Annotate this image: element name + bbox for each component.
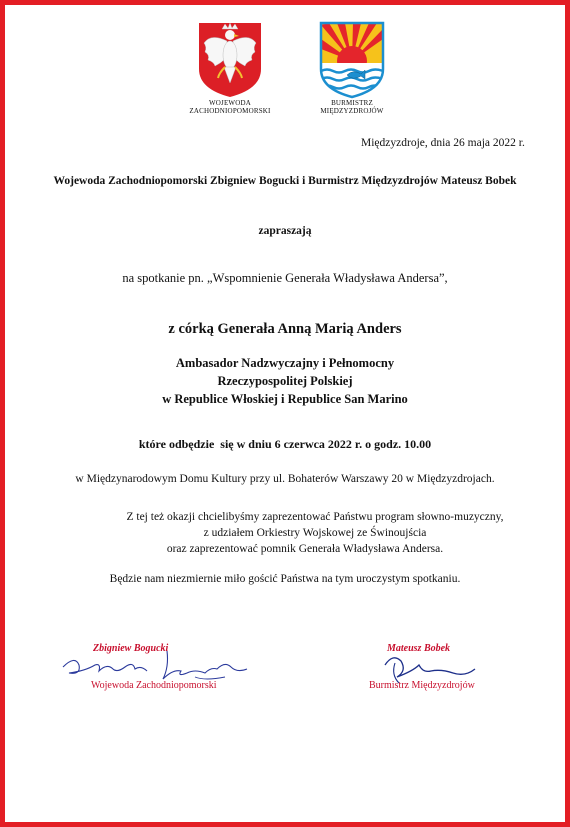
title-line-3: w Republice Włoskiej i Republice San Marino	[162, 392, 408, 406]
hosts-line: Wojewoda Zachodniopomorski Zbigniew Bogucki i Burmistrz Międzyzdrojów Mateusz Bobek	[53, 175, 517, 187]
right-signatory-name: Mateusz Bobek	[387, 643, 451, 654]
left-signatory-role: Wojewoda Zachodniopomorski	[91, 680, 217, 691]
program-line-2: z udziałem Orkiestry Wojskowej ze Świnoujścia	[203, 527, 427, 539]
guest-line: z córką Generała Anną Marią Anders	[168, 321, 402, 337]
left-signatory-name: Zbigniew Bogucki	[93, 643, 169, 654]
mayor-emblem-caption-2: MIĘDZYZDROJÓW	[320, 107, 384, 115]
date-line: Międzyzdroje, dnia 26 maja 2022 r.	[361, 137, 525, 149]
where-line: w Międzynarodowym Domu Kultury przy ul. Bohaterów Warszawy 20 w Międzyzdrojach.	[75, 473, 495, 485]
closing-line: Będzie nam niezmiernie miło gościć Państwa na tym uroczystym spotkaniu.	[109, 573, 461, 585]
voivode-emblem	[185, 19, 275, 119]
polish-white-eagle-coat-of-arms-icon	[185, 19, 275, 99]
mayor-emblem	[307, 19, 397, 119]
program-line-1: Z tej też okazji chcielibyśmy zaprezentować Państwu program słowno-muzyczny,	[126, 511, 504, 523]
right-signatory-role: Burmistrz Międzyzdrojów	[369, 680, 475, 691]
title-line-2: Rzeczypospolitej Polskiej	[217, 374, 353, 388]
title-line-1: Ambasador Nadzwyczajny i Pełnomocny	[175, 356, 395, 370]
program-line-3: oraz zaprezentować pomnik Generała Władysława Andersa.	[166, 543, 444, 555]
invite-verb: zapraszają	[258, 225, 312, 237]
voivode-emblem-caption-2: ZACHODNIOPOMORSKI	[189, 107, 271, 115]
when-line: które odbędzie się w dniu 6 czerwca 2022 r. o godz. 10.00	[138, 437, 432, 451]
miedzyzdroje-coat-of-arms-icon	[307, 19, 397, 99]
mayor-emblem-caption-1: BURMISTRZ	[331, 99, 373, 107]
event-line: na spotkanie pn. „Wspomnienie Generała Władysława Andersa”,	[122, 271, 448, 285]
voivode-emblem-caption-1: WOJEWODA	[208, 99, 252, 107]
